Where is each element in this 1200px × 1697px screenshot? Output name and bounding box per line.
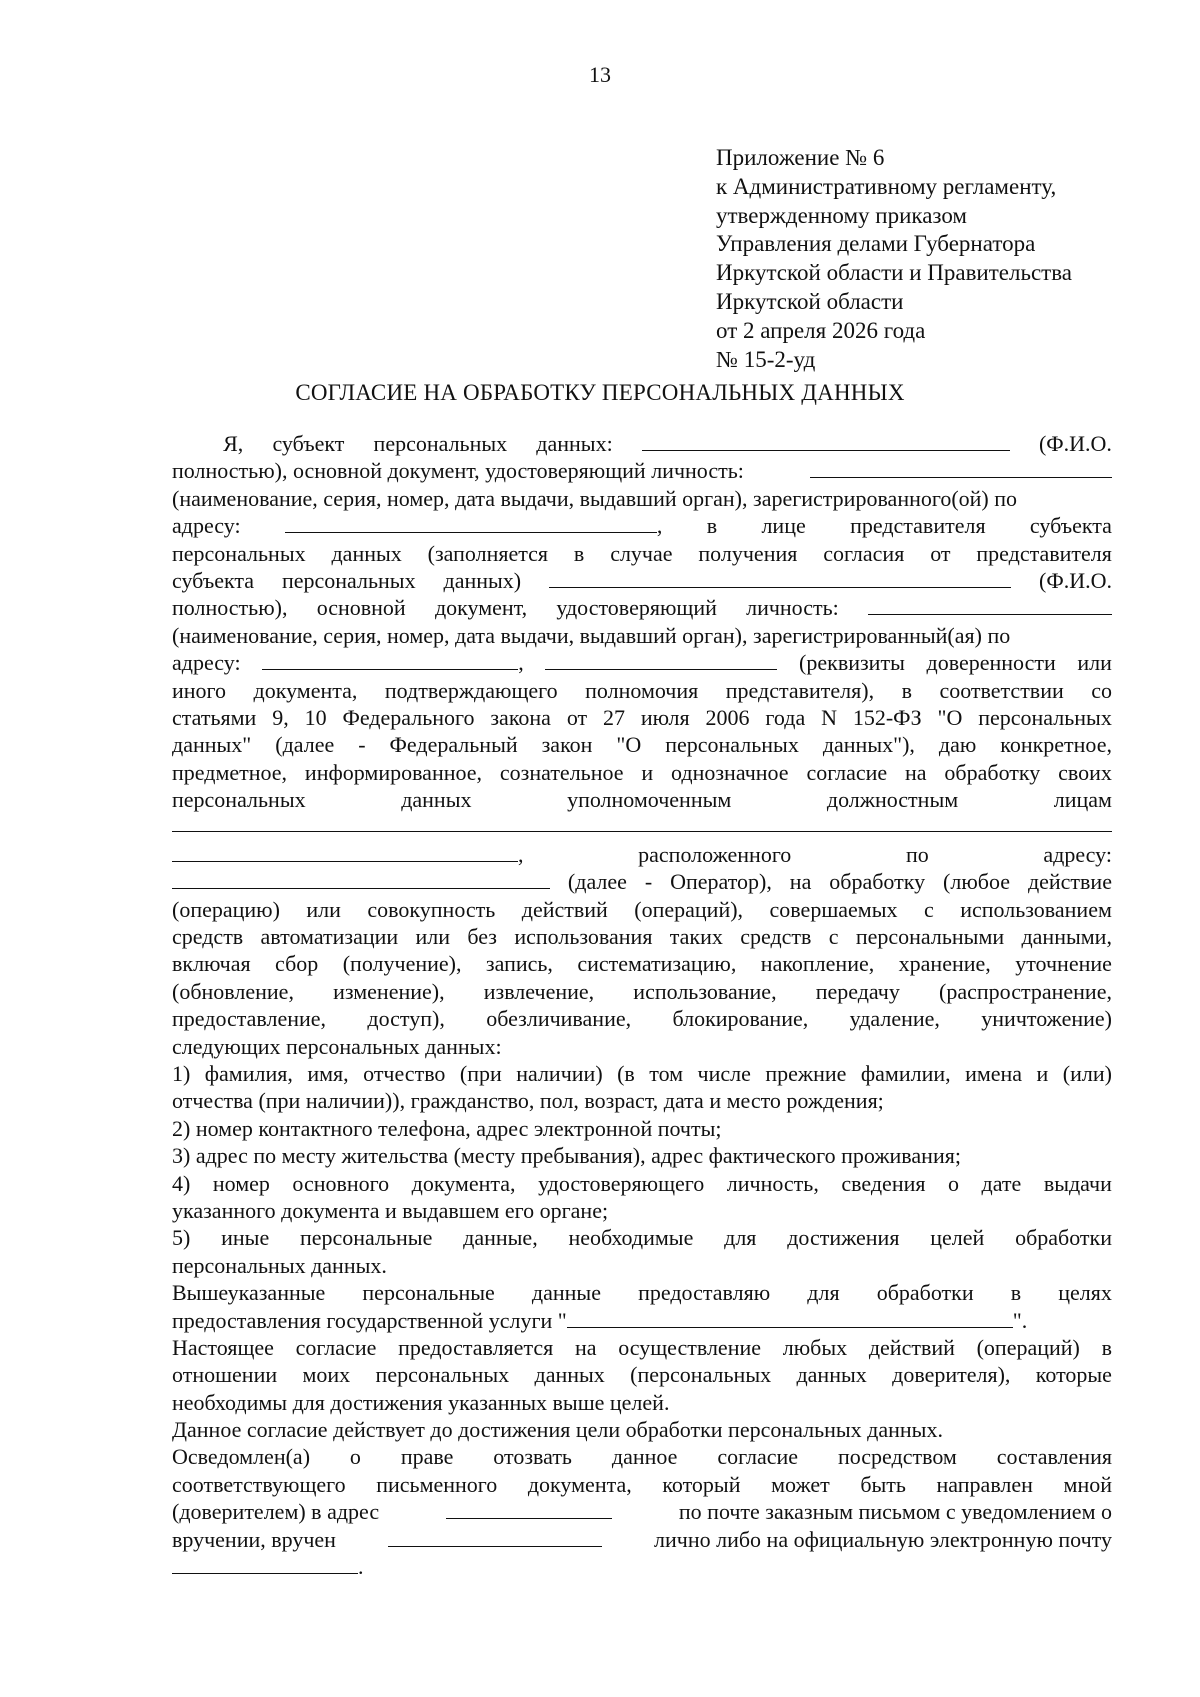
text-line <box>172 1142 1112 1169</box>
line-text: предоставления государственной услуги " <box>172 1307 567 1333</box>
word: документа, <box>411 1170 516 1196</box>
word: по <box>905 841 929 867</box>
word: выдачи <box>1043 1170 1112 1196</box>
word: доверителя), <box>892 1362 1011 1388</box>
mail-address-blank-field[interactable] <box>446 1500 612 1519</box>
word: сбор <box>275 951 319 977</box>
word: в <box>1010 1280 1022 1306</box>
text-line <box>172 1334 1112 1361</box>
word: сведения <box>841 1170 926 1196</box>
word: данных" <box>172 732 252 758</box>
word: закона <box>490 704 551 730</box>
word: соответствующего <box>172 1471 346 1497</box>
word: систематизацию, <box>577 951 737 977</box>
text-line <box>172 896 1112 923</box>
word: запись, <box>485 951 553 977</box>
word: изменение), <box>333 978 445 1004</box>
word: данные <box>531 1280 601 1306</box>
word: личность, <box>726 1170 819 1196</box>
word: субъекта <box>172 567 255 593</box>
line-text: следующих персональных данных: <box>172 1033 502 1059</box>
word: персональных <box>281 567 416 593</box>
word: персональных <box>978 704 1112 730</box>
word: целях <box>1058 1280 1112 1306</box>
word: и <box>1036 1060 1049 1086</box>
word: передачу <box>815 978 900 1004</box>
word: направлен <box>936 1471 1033 1497</box>
service-name-blank-field[interactable] <box>567 1309 1013 1328</box>
document-title: СОГЛАСИЕ НА ОБРАБОТКУ ПЕРСОНАЛЬНЫХ ДАННЫХ <box>295 380 905 405</box>
line-text: необходимы для достижения указанных выше целей. <box>172 1389 670 1415</box>
word: согласие <box>717 1444 799 1470</box>
word: имя, <box>307 1060 349 1086</box>
word: моих <box>302 1362 351 1388</box>
word: без <box>467 924 497 950</box>
word: Вышеуказанные <box>172 1280 326 1306</box>
word: (Ф.И.О. <box>1039 567 1112 593</box>
word: персональных <box>665 732 799 758</box>
text-line <box>172 1307 1112 1334</box>
word: данных: <box>536 431 613 456</box>
text-line <box>172 1252 1112 1279</box>
appendix-line: к Административному регламенту, <box>716 173 1057 199</box>
word: в <box>706 513 718 539</box>
text-line <box>172 978 1112 1005</box>
word: однозначное <box>671 759 789 785</box>
word: и <box>641 759 654 785</box>
text-line <box>172 1005 1112 1032</box>
word: данных) <box>443 567 522 593</box>
text-line <box>172 540 1112 567</box>
word: данное <box>611 1444 678 1470</box>
word: прежние <box>765 1060 847 1086</box>
word: подтверждающего <box>384 677 558 703</box>
word: предоставляю <box>638 1280 771 1306</box>
word: необходимые <box>568 1225 694 1251</box>
word: (обновление, <box>172 978 294 1004</box>
word: должностным <box>826 787 959 813</box>
word: совокупность <box>367 896 496 922</box>
fio-blank-field[interactable] <box>642 432 1010 451</box>
word: статьями <box>172 704 257 730</box>
appendix-line: Иркутской области и Правительства <box>716 260 1072 286</box>
text-line <box>172 1087 1112 1114</box>
line-text: полностью), основной документ, удостоверяющий личность: <box>172 458 744 484</box>
word: (персональных <box>630 1362 772 1388</box>
word: средств <box>740 924 812 950</box>
word: 9, <box>272 704 289 730</box>
word: извлечение, <box>483 978 595 1004</box>
word: быть <box>860 1471 906 1497</box>
text-line <box>172 1443 1112 1470</box>
word: лицам <box>1053 787 1112 813</box>
text-line <box>172 1553 1112 1580</box>
word: Оператор), <box>670 869 772 895</box>
word: N <box>821 704 837 730</box>
text-line <box>172 841 1112 868</box>
word: 2006 <box>705 704 750 730</box>
word: июля <box>640 704 690 730</box>
word: данными, <box>1021 924 1112 950</box>
line-text: (наименование, серия, номер, дата выдачи, выдавший орган), зарегистрированного(ой) по <box>172 485 1018 511</box>
word: 10 <box>304 704 327 730</box>
text-line <box>172 1389 1112 1416</box>
word: включая <box>172 951 251 977</box>
email-blank-field[interactable] <box>172 1555 358 1574</box>
word: сознательное <box>499 759 624 785</box>
word: документа, <box>253 677 358 703</box>
word: (далее <box>275 732 335 758</box>
word: закон <box>541 732 593 758</box>
word: мной <box>1063 1471 1112 1497</box>
word: (операций), <box>634 896 744 922</box>
word: персональные <box>362 1280 495 1306</box>
word: может <box>771 1471 830 1497</box>
text-line <box>172 1361 1112 1388</box>
text-line <box>172 759 1112 786</box>
word: персональных <box>172 540 306 566</box>
address-blank-field[interactable] <box>285 514 657 533</box>
word: . <box>358 1554 364 1580</box>
text-line <box>172 923 1112 950</box>
word: совершаемых <box>769 896 898 922</box>
word: - <box>644 869 653 895</box>
word: (или) <box>1062 1060 1112 1086</box>
word: письменного <box>376 1471 498 1497</box>
word: том <box>649 1060 684 1086</box>
word: предоставление, <box>172 1006 327 1032</box>
word: действий <box>521 896 608 922</box>
word: фамилия, <box>204 1060 293 1086</box>
word: даю <box>938 732 977 758</box>
word: средств <box>172 924 244 950</box>
word: согласие <box>806 759 888 785</box>
word: года <box>765 704 806 730</box>
word: для <box>724 1225 757 1251</box>
word: 27 <box>603 704 626 730</box>
text-line <box>172 567 1112 594</box>
word: посредством <box>837 1444 957 1470</box>
word: обработку <box>829 869 926 895</box>
word: 152-ФЗ <box>852 704 922 730</box>
word: 1) <box>172 1060 191 1086</box>
line-text: Данное согласие действует до достижения цели обработки персональных данных. <box>172 1417 943 1443</box>
word: (Ф.И.О. <box>1038 431 1112 456</box>
word: согласия <box>823 540 905 566</box>
line-text: лично либо на официальную электронную почту <box>654 1526 1112 1552</box>
word: ". <box>1012 1307 1028 1333</box>
word: удостоверяющий <box>556 595 717 621</box>
word: согласие <box>295 1334 377 1360</box>
word: на <box>905 759 927 785</box>
delivered-to-blank-field[interactable] <box>388 1528 602 1547</box>
word: (при <box>459 1060 502 1086</box>
operator-name-blank-field[interactable] <box>172 843 518 862</box>
word: данные, <box>463 1225 538 1251</box>
word: от <box>930 540 951 566</box>
appendix-line: Управления делами Губернатора <box>716 231 1036 257</box>
word: адресу: <box>1043 841 1112 867</box>
word: обработку <box>944 759 1041 785</box>
appendix-line: Приложение № 6 <box>716 145 885 170</box>
word: который <box>662 1471 741 1497</box>
word: действие <box>1027 869 1112 895</box>
text-line <box>172 813 1112 840</box>
text-line <box>172 1526 1112 1553</box>
word: Федерального <box>342 704 475 730</box>
word: - <box>358 732 366 758</box>
consent-body <box>172 430 1112 1580</box>
word: для <box>807 1280 840 1306</box>
word: получения <box>698 540 798 566</box>
line-text: (доверителем) в адрес <box>172 1499 380 1525</box>
word: данных <box>331 540 402 566</box>
word: уничтожение) <box>981 1006 1112 1032</box>
word: Осведомлен(а) <box>172 1444 311 1470</box>
appendix-block <box>716 144 1072 374</box>
text-line <box>172 1224 1112 1251</box>
word: использования <box>514 924 653 950</box>
word: лице <box>761 513 806 539</box>
representative-fio-blank-field[interactable] <box>549 569 1011 588</box>
text-line <box>172 950 1112 977</box>
word: имена <box>965 1060 1023 1086</box>
word: представителя <box>976 540 1112 566</box>
word: наличии) <box>516 1060 603 1086</box>
word: расположенного <box>638 841 792 867</box>
word: персональных <box>373 431 508 456</box>
word: (распространение, <box>939 978 1112 1004</box>
word: в <box>573 540 585 566</box>
word: в <box>1101 1334 1112 1360</box>
word: предметное, <box>172 759 288 785</box>
word: составления <box>996 1444 1112 1470</box>
word: 4) <box>172 1170 191 1196</box>
word: (далее <box>567 869 627 895</box>
word: обезличивание, <box>486 1006 632 1032</box>
word: блокирование, <box>672 1006 809 1032</box>
word: действий <box>868 1334 955 1360</box>
word: удаление, <box>849 1006 940 1032</box>
word: в <box>901 677 912 703</box>
power-of-attorney-blank-field[interactable] <box>545 651 777 670</box>
operator-address-blank-field[interactable] <box>172 870 550 889</box>
word: о <box>948 1170 959 1196</box>
word: , <box>518 650 524 676</box>
word: (заполняется <box>427 540 549 566</box>
text-line <box>172 512 1112 539</box>
word: случае <box>610 540 673 566</box>
word: удостоверяющего <box>538 1170 705 1196</box>
word: представителя), <box>725 677 875 703</box>
word: иного <box>172 677 227 703</box>
appendix-line: от 2 апреля 2026 года <box>716 317 926 343</box>
word: документа, <box>527 1471 632 1497</box>
word: (любое <box>943 869 1011 895</box>
line-text: 3) адрес по месту жительства (месту пребывания), адрес фактического проживания; <box>172 1143 961 1169</box>
word: числе <box>697 1060 751 1086</box>
text-line <box>172 622 1112 649</box>
word: "О <box>616 732 642 758</box>
word: осуществление <box>618 1334 762 1360</box>
word: от <box>566 704 588 730</box>
text-line <box>172 1170 1112 1197</box>
text-line <box>172 1498 1112 1525</box>
word: доверенности <box>926 650 1056 676</box>
word: достижения <box>787 1225 900 1251</box>
text-line <box>172 485 1112 512</box>
word: соответствии <box>939 677 1064 703</box>
word: уточнение <box>1015 951 1112 977</box>
word: иные <box>221 1225 270 1251</box>
line-text: вручении, вручен <box>172 1526 336 1552</box>
word: накопление, <box>760 951 875 977</box>
word: , <box>518 841 524 867</box>
text-line <box>172 649 1112 676</box>
text-line <box>172 731 1112 758</box>
word: (реквизиты <box>799 650 905 676</box>
word: конкретное, <box>1000 732 1112 758</box>
word: данных <box>534 1362 605 1388</box>
text-line <box>172 1416 1112 1443</box>
word: хранение, <box>898 951 991 977</box>
word: о <box>349 1444 361 1470</box>
text-line <box>172 677 1112 704</box>
word: своих <box>1058 759 1112 785</box>
word: данных <box>401 787 472 813</box>
word: адресу: <box>172 650 241 676</box>
appendix-line: № 15-2-уд <box>716 346 816 372</box>
word: отозвать <box>493 1444 572 1470</box>
word: номер <box>212 1170 270 1196</box>
word: субъекта <box>1029 513 1112 539</box>
officials-blank-field[interactable] <box>172 813 1112 832</box>
word: Я, <box>223 431 244 456</box>
word: представителя <box>850 513 986 539</box>
page-number: 13 <box>589 62 611 87</box>
word: отчество <box>363 1060 446 1086</box>
word: данных <box>796 1362 867 1388</box>
word: основной <box>316 595 406 621</box>
word: (операцию) <box>172 896 280 922</box>
word: праве <box>400 1444 454 1470</box>
word: использованием <box>960 896 1112 922</box>
word: автоматизации <box>260 924 399 950</box>
word: любых <box>782 1334 848 1360</box>
text-line <box>172 1060 1112 1087</box>
word: предоставляется <box>398 1334 554 1360</box>
text-line <box>172 430 1112 457</box>
word: персональных <box>172 787 306 813</box>
line-text: (наименование, серия, номер, дата выдачи, выдавший орган), зарегистрированный(ая) по <box>172 622 1011 648</box>
word: фамилии, <box>860 1060 951 1086</box>
word: персональными <box>855 924 1005 950</box>
line-text: по почте заказным письмом с уведомлением о <box>678 1499 1112 1525</box>
text-line <box>172 786 1112 813</box>
word: с <box>923 896 934 922</box>
word: использование, <box>633 978 777 1004</box>
word: обработки <box>1015 1225 1112 1251</box>
representative-id-blank-field[interactable] <box>868 596 1112 615</box>
word: "О <box>937 704 963 730</box>
word: персональные <box>299 1225 433 1251</box>
line-text: персональных данных. <box>172 1252 387 1278</box>
word: доступ), <box>367 1006 445 1032</box>
word: отношении <box>172 1362 278 1388</box>
word: информированное, <box>304 759 483 785</box>
word: таких <box>669 924 723 950</box>
id-document-blank-field[interactable] <box>810 459 1112 478</box>
word: документ, <box>434 595 528 621</box>
word: , <box>656 513 663 539</box>
line-text: 2) номер контактного телефона, адрес электронной почты; <box>172 1115 722 1141</box>
word: (операций) <box>976 1334 1080 1360</box>
word: данных"), <box>822 732 915 758</box>
text-line <box>172 1197 1112 1224</box>
word: персональных <box>375 1362 510 1388</box>
text-line <box>172 704 1112 731</box>
word: дате <box>981 1170 1022 1196</box>
word: полностью), <box>172 595 288 621</box>
word: с <box>828 924 839 950</box>
text-line <box>172 868 1112 895</box>
word: или <box>306 896 341 922</box>
word: 5) <box>172 1225 191 1251</box>
word: полномочия <box>585 677 699 703</box>
word: или <box>1077 650 1112 676</box>
word: Настоящее <box>172 1334 274 1360</box>
text-line <box>172 457 1112 484</box>
word: которые <box>1035 1362 1112 1388</box>
word: (получение), <box>342 951 462 977</box>
word: на <box>574 1334 597 1360</box>
word: личность: <box>746 595 839 621</box>
word: на <box>789 869 812 895</box>
word: адресу: <box>172 513 241 539</box>
text-line <box>172 1471 1112 1498</box>
word: основного <box>292 1170 390 1196</box>
text-line <box>172 1279 1112 1306</box>
word: обработки <box>876 1280 974 1306</box>
representative-address-blank-field[interactable] <box>262 651 518 670</box>
text-line <box>172 1115 1112 1142</box>
line-text: указанного документа и выдавшем его органе; <box>172 1197 609 1223</box>
appendix-line: утвержденному приказом <box>716 202 967 228</box>
word: субъект <box>272 431 345 456</box>
appendix-line: Иркутской области <box>716 288 904 314</box>
text-line <box>172 1033 1112 1060</box>
word: (в <box>617 1060 635 1086</box>
text-line <box>172 594 1112 621</box>
word: Федеральный <box>389 732 518 758</box>
word: со <box>1091 677 1112 703</box>
word: целей <box>930 1225 985 1251</box>
word: или <box>415 924 451 950</box>
word: уполномоченным <box>567 787 732 813</box>
line-text: отчества (при наличии)), гражданство, пол, возраст, дата и место рождения; <box>172 1088 884 1114</box>
